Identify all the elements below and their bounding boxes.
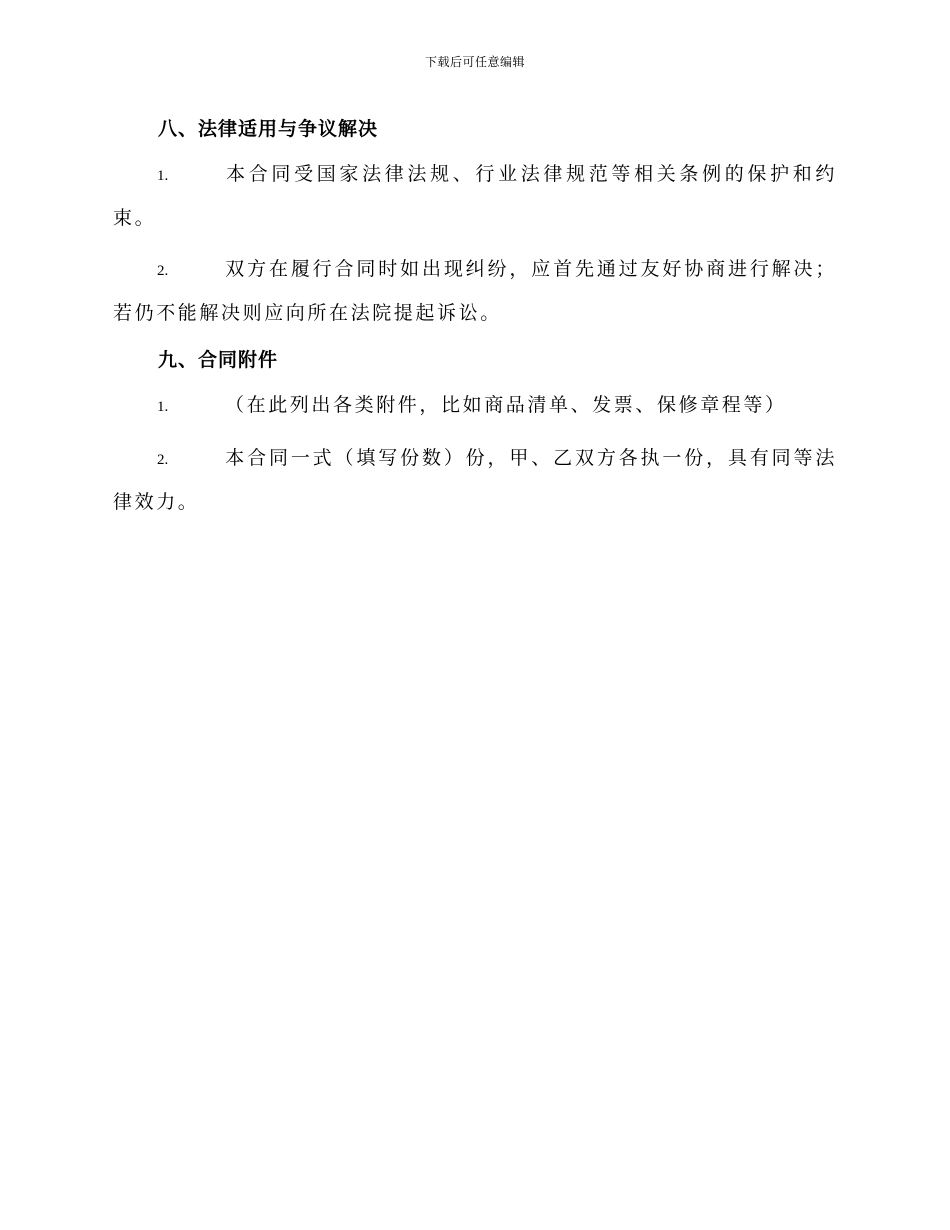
- section-law-disputes: [113, 112, 837, 334]
- clause-item: [113, 248, 837, 334]
- clause-text: 本合同一式（填写份数）份，甲、乙双方各执一份，具有同等法律效力。: [113, 447, 837, 513]
- clause-item: [113, 153, 837, 239]
- clause-number: 1.: [157, 168, 169, 184]
- section-attachments: [113, 343, 837, 523]
- page-header-note: 下载后可任意编辑: [424, 55, 525, 69]
- clause-number: 2.: [157, 452, 169, 468]
- clause-text: 本合同受国家法律法规、行业法律规范等相关条例的保护和约束。: [113, 163, 837, 229]
- clause-number: 2.: [157, 263, 169, 279]
- section-heading: 九、合同附件: [158, 349, 279, 371]
- clause-item: [113, 384, 837, 428]
- clause-text: 双方在履行合同时如出现纠纷，应首先通过友好协商进行解决；若仍不能解决则应向所在法院提起诉讼。: [113, 258, 837, 324]
- clause-number: 1.: [157, 399, 169, 415]
- clause-item: [113, 437, 837, 523]
- section-heading: 八、法律适用与争议解决: [158, 118, 379, 140]
- document-body: [113, 112, 837, 523]
- clause-text: （在此列出各类附件，比如商品清单、发票、保修章程等）: [225, 394, 787, 416]
